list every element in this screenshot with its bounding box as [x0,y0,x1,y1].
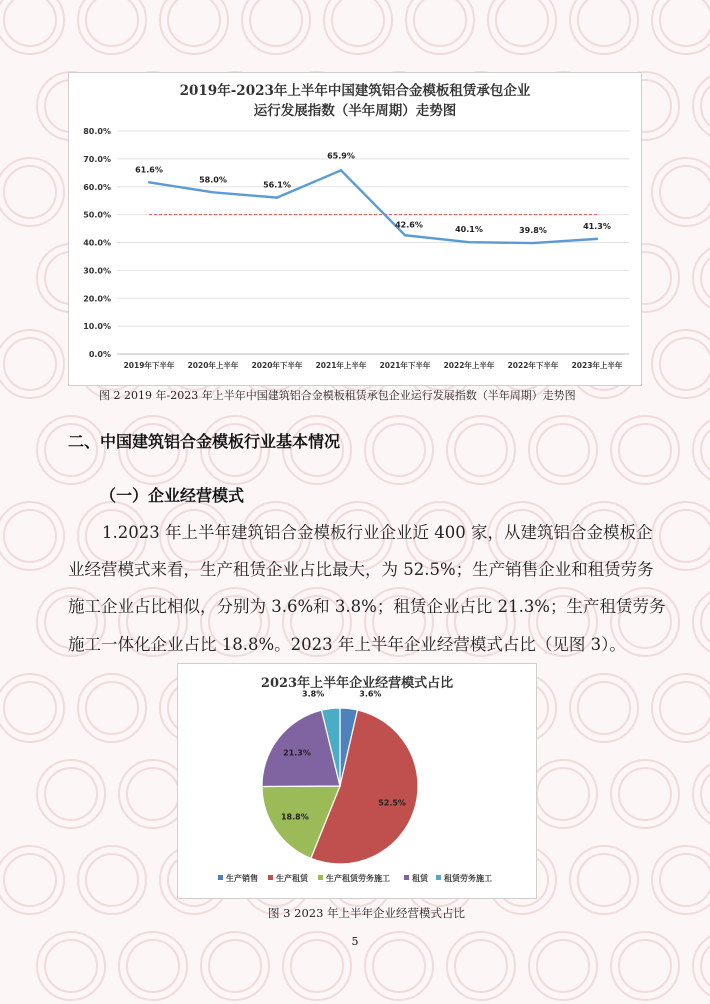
legend-label: 生产销售 [226,874,258,883]
line-chart-panel [68,72,642,386]
x-tick-label: 2019年下半年 [123,361,175,370]
x-tick-label: 2022年上半年 [443,361,495,370]
y-tick-label: 60.0% [83,182,111,192]
pie-data-label: 18.8% [280,812,309,822]
y-tick-label: 10.0% [83,322,111,332]
page-number: 5 [351,935,359,948]
legend-label: 生产租赁劳务施工 [326,874,390,883]
paragraph-line: 施工企业占比相似，分别为 3.6%和 3.8%；租赁企业占比 21.3%；生产租赁劳务 [68,597,666,616]
legend-swatch [318,875,323,880]
data-label: 42.6% [395,220,423,230]
y-tick-label: 40.0% [83,238,111,248]
data-point [404,234,406,236]
y-tick-label: 70.0% [83,154,111,164]
y-tick-label: 80.0% [83,127,111,136]
legend-label: 租赁劳务施工 [444,874,492,883]
pie-chart-plot [178,664,536,898]
data-label: 41.3% [583,221,611,231]
data-point [468,241,470,243]
data-label: 40.1% [455,225,483,235]
legend-label: 生产租赁 [276,874,308,883]
legend-swatch [268,875,273,880]
x-tick-label: 2021年下半年 [379,361,431,370]
data-label: 58.0% [199,175,227,185]
legend-swatch [404,875,409,880]
paragraph-line: 1.2023 年上半年建筑铝合金模板行业企业近 400 家，从建筑铝合金模板企 [102,523,653,542]
pie-data-label: 3.8% [302,689,325,699]
legend-swatch [436,875,441,880]
y-tick-label: 50.0% [83,210,111,220]
pie-chart-caption: 图 3 2023 年上半年企业经营模式占比 [268,906,466,920]
pie-chart-panel [177,663,537,899]
paragraph-line: 业经营模式来看，生产租赁企业占比最大，为 52.5%；生产销售企业和租赁劳务 [68,560,654,579]
x-tick-label: 2021年上半年 [315,361,367,370]
data-point [340,169,342,171]
x-tick-label: 2020年上半年 [187,361,239,370]
legend-swatch [218,875,223,880]
data-point [276,196,278,198]
data-label: 39.8% [519,226,547,236]
data-point [148,181,150,183]
data-point [532,242,534,244]
pie-chart-title: 2023年上半年企业经营模式占比 [260,676,454,691]
paragraph-line: 施工一体化企业占比 18.8%。2023 年上半年企业经营模式占比（见图 3）。 [68,635,626,654]
data-point [596,238,598,240]
subsection-heading: （一）企业经营模式 [100,486,245,505]
data-label: 56.1% [263,180,291,190]
section-heading: 二、中国建筑铝合金模板行业基本情况 [68,432,341,451]
legend-label: 租赁 [412,874,428,883]
data-label: 61.6% [135,165,163,175]
y-tick-label: 0.0% [88,350,111,359]
data-label: 65.9% [327,151,355,161]
data-point [212,191,214,193]
line-chart-plot [69,73,641,385]
pie-data-label: 21.3% [283,748,311,758]
y-tick-label: 30.0% [83,266,111,276]
pie-data-label: 3.6% [359,689,382,699]
line-chart-title-line1: 2019年-2023年上半年中国建筑铝合金模板租赁承包企业 [179,83,531,99]
x-tick-label: 2022年下半年 [507,361,559,370]
x-tick-label: 2020年下半年 [251,361,303,370]
pie-data-label: 52.5% [378,798,406,808]
x-tick-label: 2023年上半年 [571,361,623,370]
line-chart-caption: 图 2 2019 年-2023 年上半年中国建筑铝合金模板租赁承包企业运行发展指数（半年周期）走势图 [99,389,576,402]
line-chart-title-line2: 运行发展指数（半年周期）走势图 [253,103,457,119]
y-tick-label: 20.0% [83,294,111,304]
